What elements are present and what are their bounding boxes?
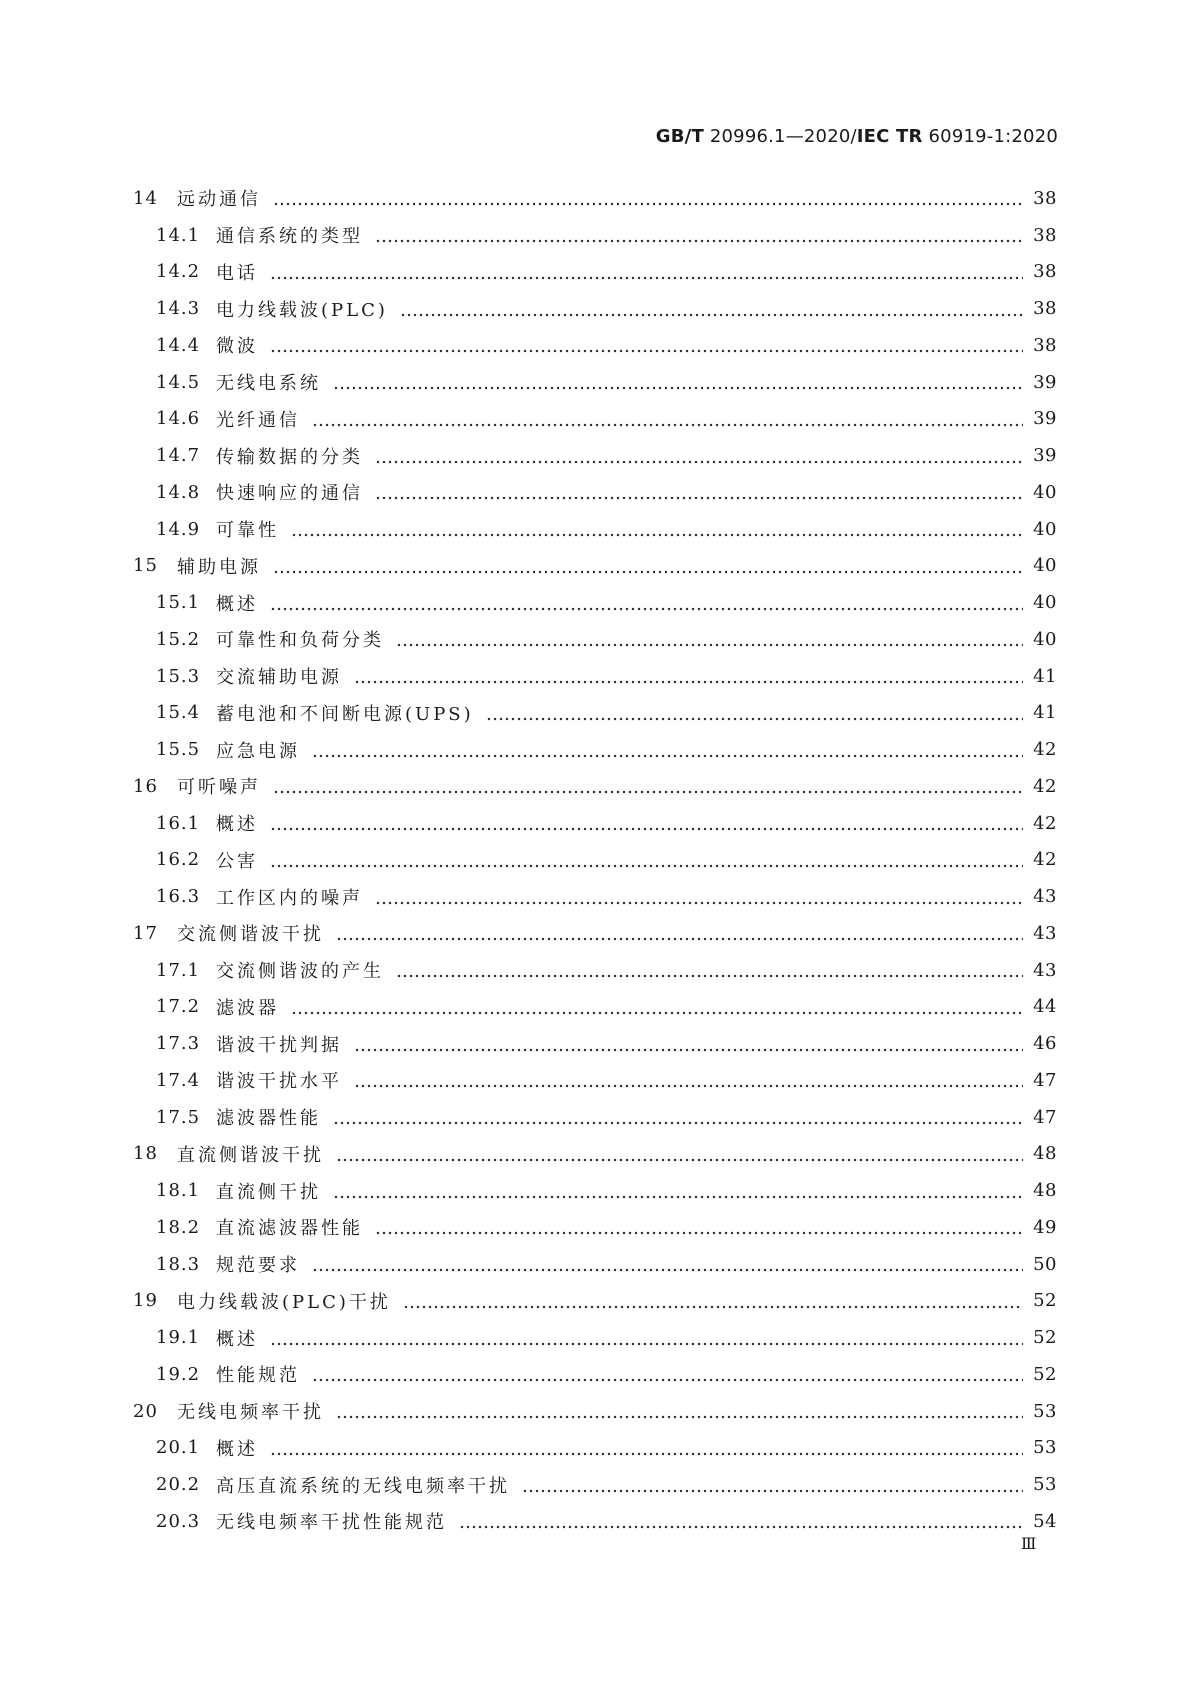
dot-leader: [273, 189, 1023, 207]
toc-entry-title: 交流辅助电源: [216, 667, 342, 689]
dot-leader: [312, 741, 1023, 759]
toc-entry-title: 概述: [216, 1438, 258, 1460]
toc-entry-page-number: 43: [1033, 959, 1057, 981]
toc-entry-number: 18.2: [156, 1216, 201, 1238]
toc-entry-title: 概述: [216, 814, 258, 836]
toc-entry-number: 14.4: [156, 334, 201, 356]
table-of-contents: [133, 180, 1057, 1540]
toc-chapter-entry[interactable]: [133, 915, 1057, 952]
dot-leader: [333, 373, 1023, 391]
dot-leader: [270, 814, 1023, 832]
dot-leader: [333, 1182, 1023, 1200]
toc-entry-page-number: 48: [1033, 1180, 1057, 1202]
toc-entry-title: 交流侧谐波干扰: [177, 924, 324, 946]
page-folio: Ⅲ: [1021, 1534, 1037, 1553]
toc-entry-title: 电话: [216, 262, 258, 284]
toc-entry-title: 直流侧干扰: [216, 1181, 321, 1203]
toc-section-entry[interactable]: [133, 695, 1057, 732]
toc-entry-title: 性能规范: [216, 1365, 300, 1387]
toc-entry-number: 14.8: [156, 481, 201, 503]
toc-section-entry[interactable]: [133, 290, 1057, 327]
toc-section-entry[interactable]: [133, 437, 1057, 474]
toc-entry-title: 直流滤波器性能: [216, 1218, 363, 1240]
toc-chapter-entry[interactable]: [133, 1283, 1057, 1320]
toc-entry-number: 18.1: [156, 1180, 201, 1202]
toc-entry-page-number: 41: [1033, 665, 1057, 687]
toc-entry-page-number: 42: [1033, 739, 1057, 761]
toc-section-entry[interactable]: [133, 1503, 1057, 1540]
toc-entry-title: 可听噪声: [177, 777, 261, 799]
toc-entry-number: 17.5: [156, 1106, 201, 1128]
dot-leader: [396, 961, 1023, 979]
toc-entry-title: 谐波干扰判据: [216, 1034, 342, 1056]
toc-entry-number: 14.6: [156, 408, 201, 430]
toc-entry-page-number: 39: [1033, 445, 1057, 467]
dot-leader: [270, 263, 1023, 281]
std-number: 20996.1—2020/: [703, 126, 857, 147]
toc-entry-number: 16: [133, 775, 158, 797]
toc-entry-title: 辅助电源: [177, 556, 261, 578]
toc-section-entry[interactable]: [133, 254, 1057, 291]
toc-section-entry[interactable]: [133, 584, 1057, 621]
toc-entry-page-number: 38: [1033, 298, 1057, 320]
toc-entry-page-number: 40: [1033, 555, 1057, 577]
toc-entry-page-number: 54: [1033, 1510, 1057, 1532]
toc-entry-number: 14.2: [156, 261, 201, 283]
toc-section-entry[interactable]: [133, 1246, 1057, 1283]
toc-section-entry[interactable]: [133, 327, 1057, 364]
toc-entry-page-number: 42: [1033, 812, 1057, 834]
toc-entry-page-number: 40: [1033, 628, 1057, 650]
toc-entry-page-number: 42: [1033, 849, 1057, 871]
toc-entry-page-number: 47: [1033, 1069, 1057, 1091]
toc-section-entry[interactable]: [133, 1062, 1057, 1099]
toc-entry-number: 19.2: [156, 1363, 201, 1385]
toc-section-entry[interactable]: [133, 1430, 1057, 1467]
toc-entry-page-number: 40: [1033, 518, 1057, 540]
toc-section-entry[interactable]: [133, 842, 1057, 879]
toc-entry-page-number: 38: [1033, 334, 1057, 356]
dot-leader: [375, 1218, 1023, 1236]
toc-chapter-entry[interactable]: [133, 548, 1057, 585]
toc-entry-page-number: 39: [1033, 408, 1057, 430]
toc-entry-number: 17.2: [156, 996, 201, 1018]
toc-section-entry[interactable]: [133, 511, 1057, 548]
toc-entry-number: 20: [133, 1400, 158, 1422]
toc-entry-title: 传输数据的分类: [216, 446, 363, 468]
toc-entry-number: 14.3: [156, 298, 201, 320]
toc-entry-number: 15: [133, 555, 158, 577]
dot-leader: [375, 888, 1023, 906]
toc-entry-title: 概述: [216, 1328, 258, 1350]
toc-entry-page-number: 44: [1033, 996, 1057, 1018]
toc-entry-number: 16.2: [156, 849, 201, 871]
toc-entry-number: 16.3: [156, 886, 201, 908]
toc-entry-number: 15.5: [156, 739, 201, 761]
toc-entry-page-number: 38: [1033, 187, 1057, 209]
toc-entry-number: 17.1: [156, 959, 201, 981]
toc-entry-number: 17.4: [156, 1069, 201, 1091]
toc-entry-number: 20.2: [156, 1474, 201, 1496]
toc-entry-number: 18: [133, 1143, 158, 1165]
toc-entry-number: 17.3: [156, 1033, 201, 1055]
toc-chapter-entry[interactable]: [133, 768, 1057, 805]
toc-entry-number: 14.5: [156, 371, 201, 393]
toc-entry-title: 滤波器: [216, 997, 279, 1019]
dot-leader: [486, 704, 1023, 722]
toc-entry-title: 光纤通信: [216, 409, 300, 431]
toc-entry-title: 微波: [216, 336, 258, 358]
dot-leader: [312, 410, 1023, 428]
toc-entry-title: 公害: [216, 850, 258, 872]
toc-entry-title: 快速响应的通信: [216, 483, 363, 505]
toc-entry-page-number: 43: [1033, 886, 1057, 908]
toc-entry-page-number: 53: [1033, 1474, 1057, 1496]
toc-entry-number: 20.1: [156, 1437, 201, 1459]
toc-entry-title: 规范要求: [216, 1255, 300, 1277]
iec-code: IEC TR: [856, 126, 923, 147]
dot-leader: [270, 1329, 1023, 1347]
dot-leader: [375, 483, 1023, 501]
toc-entry-number: 15.1: [156, 592, 201, 614]
dot-leader: [270, 336, 1023, 354]
toc-entry-title: 通信系统的类型: [216, 226, 363, 248]
dot-leader: [270, 594, 1023, 612]
toc-entry-title: 工作区内的噪声: [216, 887, 363, 909]
toc-section-entry[interactable]: [133, 952, 1057, 989]
toc-entry-number: 15.3: [156, 665, 201, 687]
toc-entry-number: 19.1: [156, 1327, 201, 1349]
toc-entry-page-number: 41: [1033, 702, 1057, 724]
dot-leader: [270, 851, 1023, 869]
toc-chapter-entry[interactable]: [133, 1136, 1057, 1173]
toc-entry-page-number: 39: [1033, 371, 1057, 393]
toc-entry-title: 电力线载波(PLC)干扰: [177, 1291, 391, 1313]
toc-entry-title: 交流侧谐波的产生: [216, 961, 384, 983]
toc-section-entry[interactable]: [133, 878, 1057, 915]
toc-entry-page-number: 42: [1033, 775, 1057, 797]
dot-leader: [336, 924, 1023, 942]
toc-section-entry[interactable]: [133, 1319, 1057, 1356]
standard-header: [656, 126, 1058, 147]
toc-entry-title: 直流侧谐波干扰: [177, 1144, 324, 1166]
toc-section-entry[interactable]: [133, 474, 1057, 511]
toc-entry-title: 电力线载波(PLC): [216, 299, 388, 321]
toc-entry-number: 15.4: [156, 702, 201, 724]
toc-section-entry[interactable]: [133, 1209, 1057, 1246]
toc-entry-title: 滤波器性能: [216, 1108, 321, 1130]
toc-entry-number: 14: [133, 187, 158, 209]
toc-entry-title: 概述: [216, 593, 258, 615]
dot-leader: [336, 1402, 1023, 1420]
toc-chapter-entry[interactable]: [133, 180, 1057, 217]
toc-section-entry[interactable]: [133, 401, 1057, 438]
toc-entry-title: 无线电系统: [216, 373, 321, 395]
dot-leader: [270, 1439, 1023, 1457]
iec-number: 60919-1:2020: [922, 126, 1058, 147]
toc-entry-page-number: 46: [1033, 1033, 1057, 1055]
dot-leader: [273, 777, 1023, 795]
toc-section-entry[interactable]: [133, 621, 1057, 658]
dot-leader: [312, 1365, 1023, 1383]
dot-leader: [291, 520, 1023, 538]
toc-entry-page-number: 48: [1033, 1143, 1057, 1165]
dot-leader: [396, 630, 1023, 648]
dot-leader: [354, 1071, 1023, 1089]
toc-entry-page-number: 52: [1033, 1327, 1057, 1349]
toc-entry-page-number: 38: [1033, 261, 1057, 283]
toc-entry-number: 14.7: [156, 445, 201, 467]
toc-entry-number: 17: [133, 922, 158, 944]
toc-entry-number: 16.1: [156, 812, 201, 834]
toc-entry-title: 无线电频率干扰性能规范: [216, 1512, 447, 1534]
toc-entry-title: 无线电频率干扰: [177, 1402, 324, 1424]
dot-leader: [273, 557, 1023, 575]
toc-entry-title: 高压直流系统的无线电频率干扰: [216, 1475, 510, 1497]
dot-leader: [375, 226, 1023, 244]
toc-section-entry[interactable]: [133, 805, 1057, 842]
toc-section-entry[interactable]: [133, 1172, 1057, 1209]
toc-entry-title: 谐波干扰水平: [216, 1071, 342, 1093]
toc-entry-page-number: 47: [1033, 1106, 1057, 1128]
dot-leader: [400, 300, 1023, 318]
dot-leader: [312, 1255, 1023, 1273]
toc-entry-title: 远动通信: [177, 189, 261, 211]
toc-section-entry[interactable]: [133, 989, 1057, 1026]
toc-entry-page-number: 40: [1033, 592, 1057, 614]
dot-leader: [291, 998, 1023, 1016]
toc-section-entry[interactable]: [133, 364, 1057, 401]
toc-entry-number: 18.3: [156, 1253, 201, 1275]
toc-entry-page-number: 43: [1033, 922, 1057, 944]
dot-leader: [459, 1512, 1023, 1530]
toc-entry-title: 可靠性: [216, 520, 279, 542]
toc-entry-title: 可靠性和负荷分类: [216, 630, 384, 652]
toc-section-entry[interactable]: [133, 1025, 1057, 1062]
toc-entry-number: 14.1: [156, 224, 201, 246]
toc-section-entry[interactable]: [133, 731, 1057, 768]
dot-leader: [333, 1108, 1023, 1126]
toc-entry-title: 应急电源: [216, 740, 300, 762]
toc-entry-page-number: 53: [1033, 1400, 1057, 1422]
toc-entry-number: 20.3: [156, 1510, 201, 1532]
toc-entry-number: 15.2: [156, 628, 201, 650]
dot-leader: [375, 447, 1023, 465]
dot-leader: [336, 1145, 1023, 1163]
toc-entry-page-number: 52: [1033, 1290, 1057, 1312]
toc-entry-page-number: 52: [1033, 1363, 1057, 1385]
std-code: GB/T: [655, 126, 704, 147]
toc-section-entry[interactable]: [133, 1466, 1057, 1503]
toc-chapter-entry[interactable]: [133, 1393, 1057, 1430]
toc-entry-page-number: 49: [1033, 1216, 1057, 1238]
toc-section-entry[interactable]: [133, 217, 1057, 254]
dot-leader: [354, 1035, 1023, 1053]
toc-entry-page-number: 38: [1033, 224, 1057, 246]
toc-entry-number: 19: [133, 1290, 158, 1312]
toc-entry-page-number: 40: [1033, 481, 1057, 503]
toc-entry-page-number: 50: [1033, 1253, 1057, 1275]
dot-leader: [403, 1292, 1023, 1310]
toc-section-entry[interactable]: [133, 1099, 1057, 1136]
toc-section-entry[interactable]: [133, 658, 1057, 695]
toc-section-entry[interactable]: [133, 1356, 1057, 1393]
toc-entry-number: 14.9: [156, 518, 201, 540]
dot-leader: [522, 1476, 1023, 1494]
toc-entry-title: 蓄电池和不间断电源(UPS): [216, 703, 474, 725]
dot-leader: [354, 667, 1023, 685]
toc-entry-page-number: 53: [1033, 1437, 1057, 1459]
